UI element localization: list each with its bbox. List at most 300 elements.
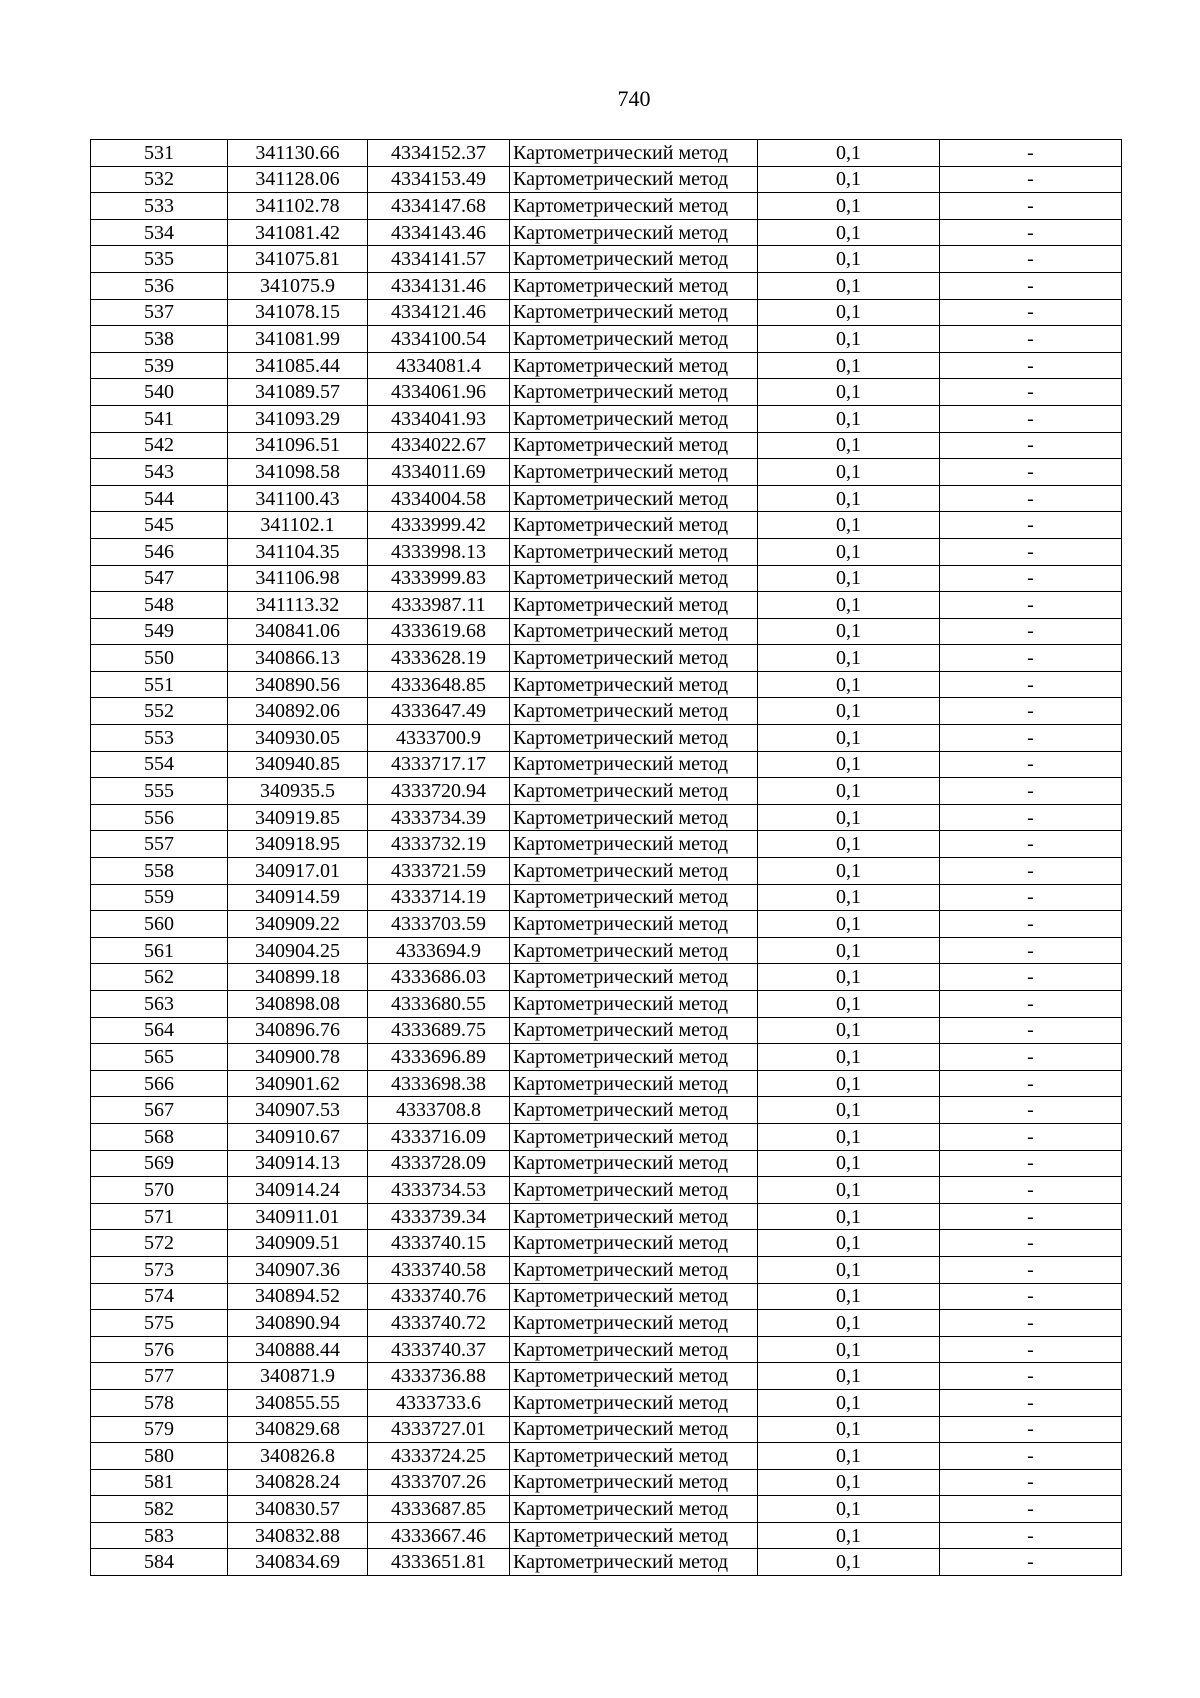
table-row xyxy=(91,592,1122,619)
method-cell: Картометрический метод xyxy=(510,1363,758,1390)
point-number-cell: 581 xyxy=(91,1469,228,1496)
table-row xyxy=(91,379,1122,406)
note-cell: - xyxy=(940,485,1122,512)
y-coordinate-cell: 4333703.59 xyxy=(368,911,510,938)
table-row xyxy=(91,884,1122,911)
x-coordinate-cell: 341102.1 xyxy=(228,512,368,539)
point-number-cell: 578 xyxy=(91,1389,228,1416)
note-cell: - xyxy=(940,1469,1122,1496)
accuracy-cell: 0,1 xyxy=(758,1150,940,1177)
accuracy-cell: 0,1 xyxy=(758,698,940,725)
x-coordinate-cell: 341081.42 xyxy=(228,219,368,246)
table-row xyxy=(91,804,1122,831)
y-coordinate-cell: 4333689.75 xyxy=(368,1017,510,1044)
x-coordinate-cell: 340909.51 xyxy=(228,1230,368,1257)
x-coordinate-cell: 341096.51 xyxy=(228,432,368,459)
note-cell: - xyxy=(940,1070,1122,1097)
note-cell: - xyxy=(940,459,1122,486)
point-number-cell: 571 xyxy=(91,1203,228,1230)
table-row xyxy=(91,193,1122,220)
y-coordinate-cell: 4334022.67 xyxy=(368,432,510,459)
method-cell: Картометрический метод xyxy=(510,884,758,911)
method-cell: Картометрический метод xyxy=(510,725,758,752)
method-cell: Картометрический метод xyxy=(510,671,758,698)
note-cell: - xyxy=(940,1336,1122,1363)
x-coordinate-cell: 340899.18 xyxy=(228,964,368,991)
method-cell: Картометрический метод xyxy=(510,432,758,459)
method-cell: Картометрический метод xyxy=(510,1469,758,1496)
x-coordinate-cell: 340890.56 xyxy=(228,671,368,698)
point-number-cell: 562 xyxy=(91,964,228,991)
method-cell: Картометрический метод xyxy=(510,751,758,778)
point-number-cell: 564 xyxy=(91,1017,228,1044)
x-coordinate-cell: 340898.08 xyxy=(228,991,368,1018)
note-cell: - xyxy=(940,1150,1122,1177)
table-row xyxy=(91,538,1122,565)
method-cell: Картометрический метод xyxy=(510,991,758,1018)
x-coordinate-cell: 340914.59 xyxy=(228,884,368,911)
x-coordinate-cell: 340914.24 xyxy=(228,1177,368,1204)
note-cell: - xyxy=(940,671,1122,698)
note-cell: - xyxy=(940,1123,1122,1150)
coordinates-table-body xyxy=(91,140,1122,1576)
y-coordinate-cell: 4333628.19 xyxy=(368,645,510,672)
table-row xyxy=(91,1150,1122,1177)
note-cell: - xyxy=(940,937,1122,964)
table-row xyxy=(91,831,1122,858)
y-coordinate-cell: 4334100.54 xyxy=(368,326,510,353)
accuracy-cell: 0,1 xyxy=(758,1256,940,1283)
note-cell: - xyxy=(940,884,1122,911)
point-number-cell: 573 xyxy=(91,1256,228,1283)
x-coordinate-cell: 341100.43 xyxy=(228,485,368,512)
y-coordinate-cell: 4334121.46 xyxy=(368,299,510,326)
note-cell: - xyxy=(940,1416,1122,1443)
note-cell: - xyxy=(940,352,1122,379)
accuracy-cell: 0,1 xyxy=(758,246,940,273)
method-cell: Картометрический метод xyxy=(510,1203,758,1230)
table-row xyxy=(91,858,1122,885)
y-coordinate-cell: 4333667.46 xyxy=(368,1522,510,1549)
x-coordinate-cell: 340855.55 xyxy=(228,1389,368,1416)
table-row xyxy=(91,565,1122,592)
point-number-cell: 549 xyxy=(91,618,228,645)
accuracy-cell: 0,1 xyxy=(758,831,940,858)
method-cell: Картометрический метод xyxy=(510,804,758,831)
table-row xyxy=(91,1363,1122,1390)
method-cell: Картометрический метод xyxy=(510,246,758,273)
table-row xyxy=(91,1017,1122,1044)
accuracy-cell: 0,1 xyxy=(758,1522,940,1549)
note-cell: - xyxy=(940,725,1122,752)
accuracy-cell: 0,1 xyxy=(758,326,940,353)
y-coordinate-cell: 4334081.4 xyxy=(368,352,510,379)
point-number-cell: 557 xyxy=(91,831,228,858)
accuracy-cell: 0,1 xyxy=(758,1363,940,1390)
point-number-cell: 563 xyxy=(91,991,228,1018)
point-number-cell: 560 xyxy=(91,911,228,938)
point-number-cell: 574 xyxy=(91,1283,228,1310)
x-coordinate-cell: 340901.62 xyxy=(228,1070,368,1097)
note-cell: - xyxy=(940,1044,1122,1071)
point-number-cell: 554 xyxy=(91,751,228,778)
method-cell: Картометрический метод xyxy=(510,140,758,167)
method-cell: Картометрический метод xyxy=(510,1443,758,1470)
table-row xyxy=(91,964,1122,991)
x-coordinate-cell: 340892.06 xyxy=(228,698,368,725)
point-number-cell: 555 xyxy=(91,778,228,805)
accuracy-cell: 0,1 xyxy=(758,193,940,220)
y-coordinate-cell: 4333696.89 xyxy=(368,1044,510,1071)
point-number-cell: 558 xyxy=(91,858,228,885)
accuracy-cell: 0,1 xyxy=(758,1230,940,1257)
note-cell: - xyxy=(940,219,1122,246)
point-number-cell: 541 xyxy=(91,405,228,432)
method-cell: Картометрический метод xyxy=(510,272,758,299)
accuracy-cell: 0,1 xyxy=(758,911,940,938)
method-cell: Картометрический метод xyxy=(510,512,758,539)
point-number-cell: 544 xyxy=(91,485,228,512)
accuracy-cell: 0,1 xyxy=(758,140,940,167)
x-coordinate-cell: 340907.53 xyxy=(228,1097,368,1124)
table-row xyxy=(91,246,1122,273)
y-coordinate-cell: 4333694.9 xyxy=(368,937,510,964)
table-row xyxy=(91,1416,1122,1443)
table-row xyxy=(91,272,1122,299)
method-cell: Картометрический метод xyxy=(510,538,758,565)
accuracy-cell: 0,1 xyxy=(758,618,940,645)
y-coordinate-cell: 4333740.76 xyxy=(368,1283,510,1310)
note-cell: - xyxy=(940,964,1122,991)
note-cell: - xyxy=(940,1549,1122,1576)
x-coordinate-cell: 340871.9 xyxy=(228,1363,368,1390)
method-cell: Картометрический метод xyxy=(510,698,758,725)
table-row xyxy=(91,1389,1122,1416)
accuracy-cell: 0,1 xyxy=(758,485,940,512)
point-number-cell: 565 xyxy=(91,1044,228,1071)
point-number-cell: 531 xyxy=(91,140,228,167)
method-cell: Картометрический метод xyxy=(510,1283,758,1310)
method-cell: Картометрический метод xyxy=(510,565,758,592)
x-coordinate-cell: 340907.36 xyxy=(228,1256,368,1283)
point-number-cell: 548 xyxy=(91,592,228,619)
method-cell: Картометрический метод xyxy=(510,1522,758,1549)
y-coordinate-cell: 4333648.85 xyxy=(368,671,510,698)
note-cell: - xyxy=(940,538,1122,565)
accuracy-cell: 0,1 xyxy=(758,1044,940,1071)
accuracy-cell: 0,1 xyxy=(758,991,940,1018)
x-coordinate-cell: 341113.32 xyxy=(228,592,368,619)
method-cell: Картометрический метод xyxy=(510,193,758,220)
x-coordinate-cell: 340832.88 xyxy=(228,1522,368,1549)
accuracy-cell: 0,1 xyxy=(758,858,940,885)
table-row xyxy=(91,778,1122,805)
y-coordinate-cell: 4333733.6 xyxy=(368,1389,510,1416)
x-coordinate-cell: 340888.44 xyxy=(228,1336,368,1363)
method-cell: Картометрический метод xyxy=(510,645,758,672)
accuracy-cell: 0,1 xyxy=(758,512,940,539)
method-cell: Картометрический метод xyxy=(510,1416,758,1443)
y-coordinate-cell: 4333721.59 xyxy=(368,858,510,885)
accuracy-cell: 0,1 xyxy=(758,804,940,831)
point-number-cell: 547 xyxy=(91,565,228,592)
x-coordinate-cell: 340829.68 xyxy=(228,1416,368,1443)
accuracy-cell: 0,1 xyxy=(758,272,940,299)
accuracy-cell: 0,1 xyxy=(758,1443,940,1470)
note-cell: - xyxy=(940,193,1122,220)
accuracy-cell: 0,1 xyxy=(758,1203,940,1230)
point-number-cell: 542 xyxy=(91,432,228,459)
table-row xyxy=(91,485,1122,512)
note-cell: - xyxy=(940,1177,1122,1204)
accuracy-cell: 0,1 xyxy=(758,937,940,964)
table-row xyxy=(91,1203,1122,1230)
method-cell: Картометрический метод xyxy=(510,1389,758,1416)
point-number-cell: 561 xyxy=(91,937,228,964)
note-cell: - xyxy=(940,246,1122,273)
accuracy-cell: 0,1 xyxy=(758,884,940,911)
method-cell: Картометрический метод xyxy=(510,618,758,645)
point-number-cell: 556 xyxy=(91,804,228,831)
y-coordinate-cell: 4333740.72 xyxy=(368,1310,510,1337)
accuracy-cell: 0,1 xyxy=(758,1123,940,1150)
y-coordinate-cell: 4333740.37 xyxy=(368,1336,510,1363)
point-number-cell: 546 xyxy=(91,538,228,565)
table-row xyxy=(91,1070,1122,1097)
y-coordinate-cell: 4333724.25 xyxy=(368,1443,510,1470)
note-cell: - xyxy=(940,1230,1122,1257)
point-number-cell: 545 xyxy=(91,512,228,539)
note-cell: - xyxy=(940,272,1122,299)
point-number-cell: 533 xyxy=(91,193,228,220)
point-number-cell: 583 xyxy=(91,1522,228,1549)
y-coordinate-cell: 4333707.26 xyxy=(368,1469,510,1496)
point-number-cell: 540 xyxy=(91,379,228,406)
x-coordinate-cell: 341130.66 xyxy=(228,140,368,167)
point-number-cell: 553 xyxy=(91,725,228,752)
table-row xyxy=(91,1469,1122,1496)
table-row xyxy=(91,1310,1122,1337)
x-coordinate-cell: 340904.25 xyxy=(228,937,368,964)
method-cell: Картометрический метод xyxy=(510,1123,758,1150)
table-row xyxy=(91,459,1122,486)
table-row xyxy=(91,1097,1122,1124)
note-cell: - xyxy=(940,1363,1122,1390)
note-cell: - xyxy=(940,804,1122,831)
table-row xyxy=(91,352,1122,379)
point-number-cell: 550 xyxy=(91,645,228,672)
point-number-cell: 559 xyxy=(91,884,228,911)
accuracy-cell: 0,1 xyxy=(758,1389,940,1416)
y-coordinate-cell: 4333740.15 xyxy=(368,1230,510,1257)
table-row xyxy=(91,1496,1122,1523)
x-coordinate-cell: 340826.8 xyxy=(228,1443,368,1470)
note-cell: - xyxy=(940,299,1122,326)
table-row xyxy=(91,618,1122,645)
point-number-cell: 576 xyxy=(91,1336,228,1363)
x-coordinate-cell: 340866.13 xyxy=(228,645,368,672)
x-coordinate-cell: 341104.35 xyxy=(228,538,368,565)
point-number-cell: 568 xyxy=(91,1123,228,1150)
accuracy-cell: 0,1 xyxy=(758,1549,940,1576)
table-row xyxy=(91,1336,1122,1363)
point-number-cell: 534 xyxy=(91,219,228,246)
note-cell: - xyxy=(940,405,1122,432)
accuracy-cell: 0,1 xyxy=(758,1283,940,1310)
accuracy-cell: 0,1 xyxy=(758,778,940,805)
note-cell: - xyxy=(940,1522,1122,1549)
note-cell: - xyxy=(940,326,1122,353)
note-cell: - xyxy=(940,432,1122,459)
method-cell: Картометрический метод xyxy=(510,299,758,326)
method-cell: Картометрический метод xyxy=(510,1310,758,1337)
method-cell: Картометрический метод xyxy=(510,1044,758,1071)
method-cell: Картометрический метод xyxy=(510,778,758,805)
y-coordinate-cell: 4333734.39 xyxy=(368,804,510,831)
table-row xyxy=(91,1522,1122,1549)
y-coordinate-cell: 4333680.55 xyxy=(368,991,510,1018)
x-coordinate-cell: 340940.85 xyxy=(228,751,368,778)
point-number-cell: 543 xyxy=(91,459,228,486)
y-coordinate-cell: 4333732.19 xyxy=(368,831,510,858)
table-row xyxy=(91,991,1122,1018)
note-cell: - xyxy=(940,1389,1122,1416)
accuracy-cell: 0,1 xyxy=(758,1177,940,1204)
accuracy-cell: 0,1 xyxy=(758,459,940,486)
accuracy-cell: 0,1 xyxy=(758,565,940,592)
note-cell: - xyxy=(940,1203,1122,1230)
method-cell: Картометрический метод xyxy=(510,379,758,406)
method-cell: Картометрический метод xyxy=(510,831,758,858)
method-cell: Картометрический метод xyxy=(510,1150,758,1177)
note-cell: - xyxy=(940,1496,1122,1523)
table-row xyxy=(91,219,1122,246)
accuracy-cell: 0,1 xyxy=(758,379,940,406)
point-number-cell: 535 xyxy=(91,246,228,273)
method-cell: Картометрический метод xyxy=(510,352,758,379)
method-cell: Картометрический метод xyxy=(510,1097,758,1124)
x-coordinate-cell: 341089.57 xyxy=(228,379,368,406)
accuracy-cell: 0,1 xyxy=(758,725,940,752)
point-number-cell: 572 xyxy=(91,1230,228,1257)
y-coordinate-cell: 4334011.69 xyxy=(368,459,510,486)
accuracy-cell: 0,1 xyxy=(758,1017,940,1044)
method-cell: Картометрический метод xyxy=(510,1336,758,1363)
point-number-cell: 538 xyxy=(91,326,228,353)
x-coordinate-cell: 340930.05 xyxy=(228,725,368,752)
y-coordinate-cell: 4333999.42 xyxy=(368,512,510,539)
point-number-cell: 577 xyxy=(91,1363,228,1390)
accuracy-cell: 0,1 xyxy=(758,671,940,698)
table-row xyxy=(91,405,1122,432)
y-coordinate-cell: 4334041.93 xyxy=(368,405,510,432)
y-coordinate-cell: 4333698.38 xyxy=(368,1070,510,1097)
accuracy-cell: 0,1 xyxy=(758,299,940,326)
table-row xyxy=(91,166,1122,193)
note-cell: - xyxy=(940,565,1122,592)
note-cell: - xyxy=(940,698,1122,725)
x-coordinate-cell: 341102.78 xyxy=(228,193,368,220)
y-coordinate-cell: 4333739.34 xyxy=(368,1203,510,1230)
y-coordinate-cell: 4333727.01 xyxy=(368,1416,510,1443)
y-coordinate-cell: 4333708.8 xyxy=(368,1097,510,1124)
note-cell: - xyxy=(940,778,1122,805)
table-row xyxy=(91,1549,1122,1576)
x-coordinate-cell: 341078.15 xyxy=(228,299,368,326)
table-row xyxy=(91,1230,1122,1257)
note-cell: - xyxy=(940,512,1122,539)
note-cell: - xyxy=(940,911,1122,938)
x-coordinate-cell: 340828.24 xyxy=(228,1469,368,1496)
y-coordinate-cell: 4334147.68 xyxy=(368,193,510,220)
method-cell: Картометрический метод xyxy=(510,911,758,938)
method-cell: Картометрический метод xyxy=(510,405,758,432)
y-coordinate-cell: 4333647.49 xyxy=(368,698,510,725)
table-row xyxy=(91,1177,1122,1204)
x-coordinate-cell: 341106.98 xyxy=(228,565,368,592)
y-coordinate-cell: 4333700.9 xyxy=(368,725,510,752)
table-row xyxy=(91,671,1122,698)
method-cell: Картометрический метод xyxy=(510,326,758,353)
method-cell: Картометрический метод xyxy=(510,219,758,246)
x-coordinate-cell: 340935.5 xyxy=(228,778,368,805)
note-cell: - xyxy=(940,166,1122,193)
note-cell: - xyxy=(940,831,1122,858)
x-coordinate-cell: 340890.94 xyxy=(228,1310,368,1337)
note-cell: - xyxy=(940,645,1122,672)
x-coordinate-cell: 340896.76 xyxy=(228,1017,368,1044)
y-coordinate-cell: 4333736.88 xyxy=(368,1363,510,1390)
table-row xyxy=(91,1443,1122,1470)
coordinates-table xyxy=(90,139,1122,1576)
x-coordinate-cell: 340909.22 xyxy=(228,911,368,938)
note-cell: - xyxy=(940,1283,1122,1310)
accuracy-cell: 0,1 xyxy=(758,964,940,991)
method-cell: Картометрический метод xyxy=(510,1549,758,1576)
note-cell: - xyxy=(940,1097,1122,1124)
y-coordinate-cell: 4334061.96 xyxy=(368,379,510,406)
y-coordinate-cell: 4333720.94 xyxy=(368,778,510,805)
method-cell: Картометрический метод xyxy=(510,166,758,193)
x-coordinate-cell: 340841.06 xyxy=(228,618,368,645)
method-cell: Картометрический метод xyxy=(510,592,758,619)
table-row xyxy=(91,299,1122,326)
table-row xyxy=(91,645,1122,672)
x-coordinate-cell: 341098.58 xyxy=(228,459,368,486)
point-number-cell: 567 xyxy=(91,1097,228,1124)
x-coordinate-cell: 341081.99 xyxy=(228,326,368,353)
y-coordinate-cell: 4334004.58 xyxy=(368,485,510,512)
accuracy-cell: 0,1 xyxy=(758,751,940,778)
y-coordinate-cell: 4333716.09 xyxy=(368,1123,510,1150)
accuracy-cell: 0,1 xyxy=(758,405,940,432)
x-coordinate-cell: 340910.67 xyxy=(228,1123,368,1150)
point-number-cell: 537 xyxy=(91,299,228,326)
note-cell: - xyxy=(940,858,1122,885)
x-coordinate-cell: 340900.78 xyxy=(228,1044,368,1071)
table-row xyxy=(91,911,1122,938)
x-coordinate-cell: 340917.01 xyxy=(228,858,368,885)
table-row xyxy=(91,1123,1122,1150)
point-number-cell: 570 xyxy=(91,1177,228,1204)
point-number-cell: 575 xyxy=(91,1310,228,1337)
y-coordinate-cell: 4333619.68 xyxy=(368,618,510,645)
table-row xyxy=(91,1044,1122,1071)
table-row xyxy=(91,1283,1122,1310)
y-coordinate-cell: 4333651.81 xyxy=(368,1549,510,1576)
method-cell: Картометрический метод xyxy=(510,1177,758,1204)
y-coordinate-cell: 4333734.53 xyxy=(368,1177,510,1204)
